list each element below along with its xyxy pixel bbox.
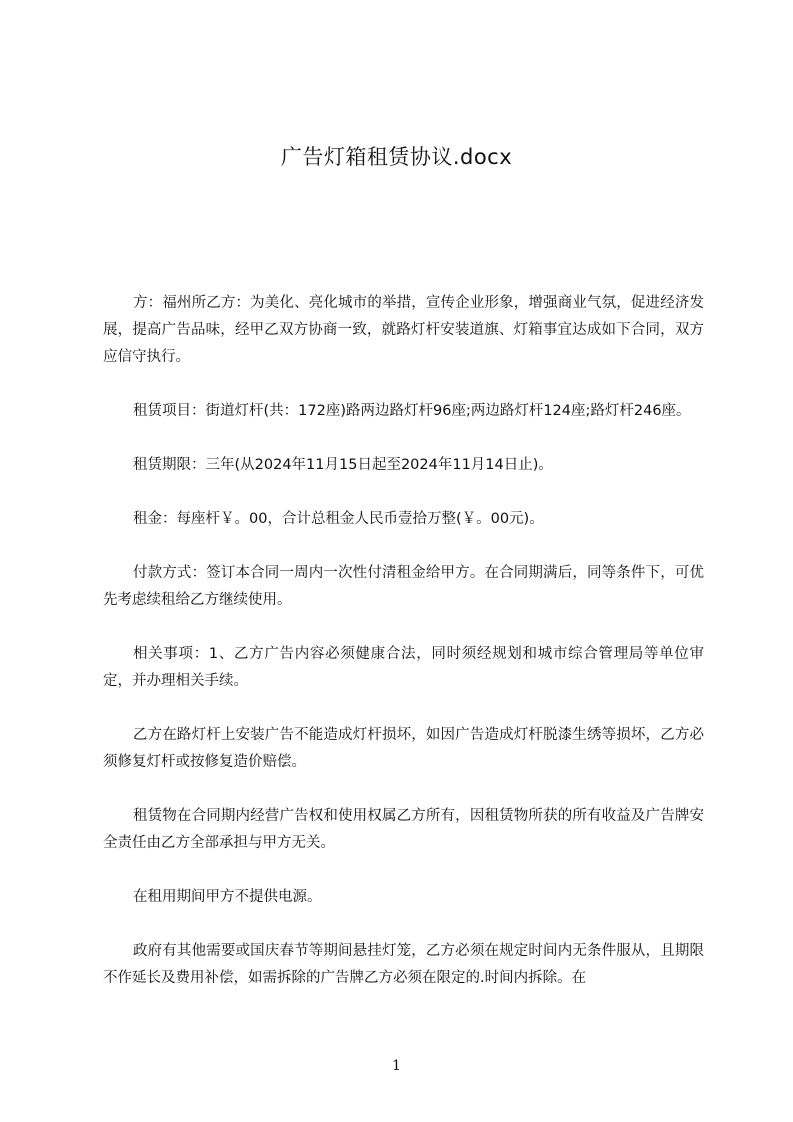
paragraph-rights: 租赁物在合同期内经营广告权和使用权属乙方所有，因租赁物所获的所有收益及广告牌安全责任由乙方全部承担与甲方无关。 xyxy=(103,808,704,851)
paragraph-related-matters: 相关事项：1、乙方广告内容必须健康合法，同时须经规划和城市综合管理局等单位审定，并办理相关手续。 xyxy=(103,646,704,689)
paragraph-damage: 乙方在路灯杆上安装广告不能造成灯杆损坏，如因广告造成灯杆脱漆生绣等损坏，乙方必须修复灯杆或按修复造价赔偿。 xyxy=(103,727,704,770)
document-body xyxy=(103,290,704,1019)
paragraph-parties: 方：福州所乙方：为美化、亮化城市的举措，宣传企业形象，增强商业气氛，促进经济发展，提高广告品味，经甲乙双方协商一致，就路灯杆安装道旗、灯箱事宜达成如下合同，双方应信守执行。 xyxy=(103,295,704,365)
paragraph-government: 政府有其他需要或国庆春节等期间悬挂灯笼，乙方必须在规定时间内无条件服从，且期限不作延长及费用补偿，如需拆除的广告牌乙方必须在限定的.时间内拆除。在 xyxy=(103,943,704,986)
paragraph-payment: 付款方式：签订本合同一周内一次性付清租金给甲方。在合同期满后，同等条件下，可优先考虑续租给乙方继续使用。 xyxy=(103,565,704,608)
document-title: 广告灯箱租赁协议.docx xyxy=(280,145,513,169)
paragraph-rent: 租金：每座杆￥。00，合计总租金人民币壹拾万整(￥。00元)。 xyxy=(133,511,544,527)
paragraph-power: 在租用期间甲方不提供电源。 xyxy=(133,889,322,905)
paragraph-lease-items: 租赁项目：街道灯杆(共：172座)路两边路灯杆96座;两边路灯杆124座;路灯杆246座。 xyxy=(133,403,691,419)
paragraph-lease-term: 租赁期限：三年(从2024年11月15日起至2024年11月14日止)。 xyxy=(133,457,553,473)
page-number: 1 xyxy=(392,1058,401,1074)
